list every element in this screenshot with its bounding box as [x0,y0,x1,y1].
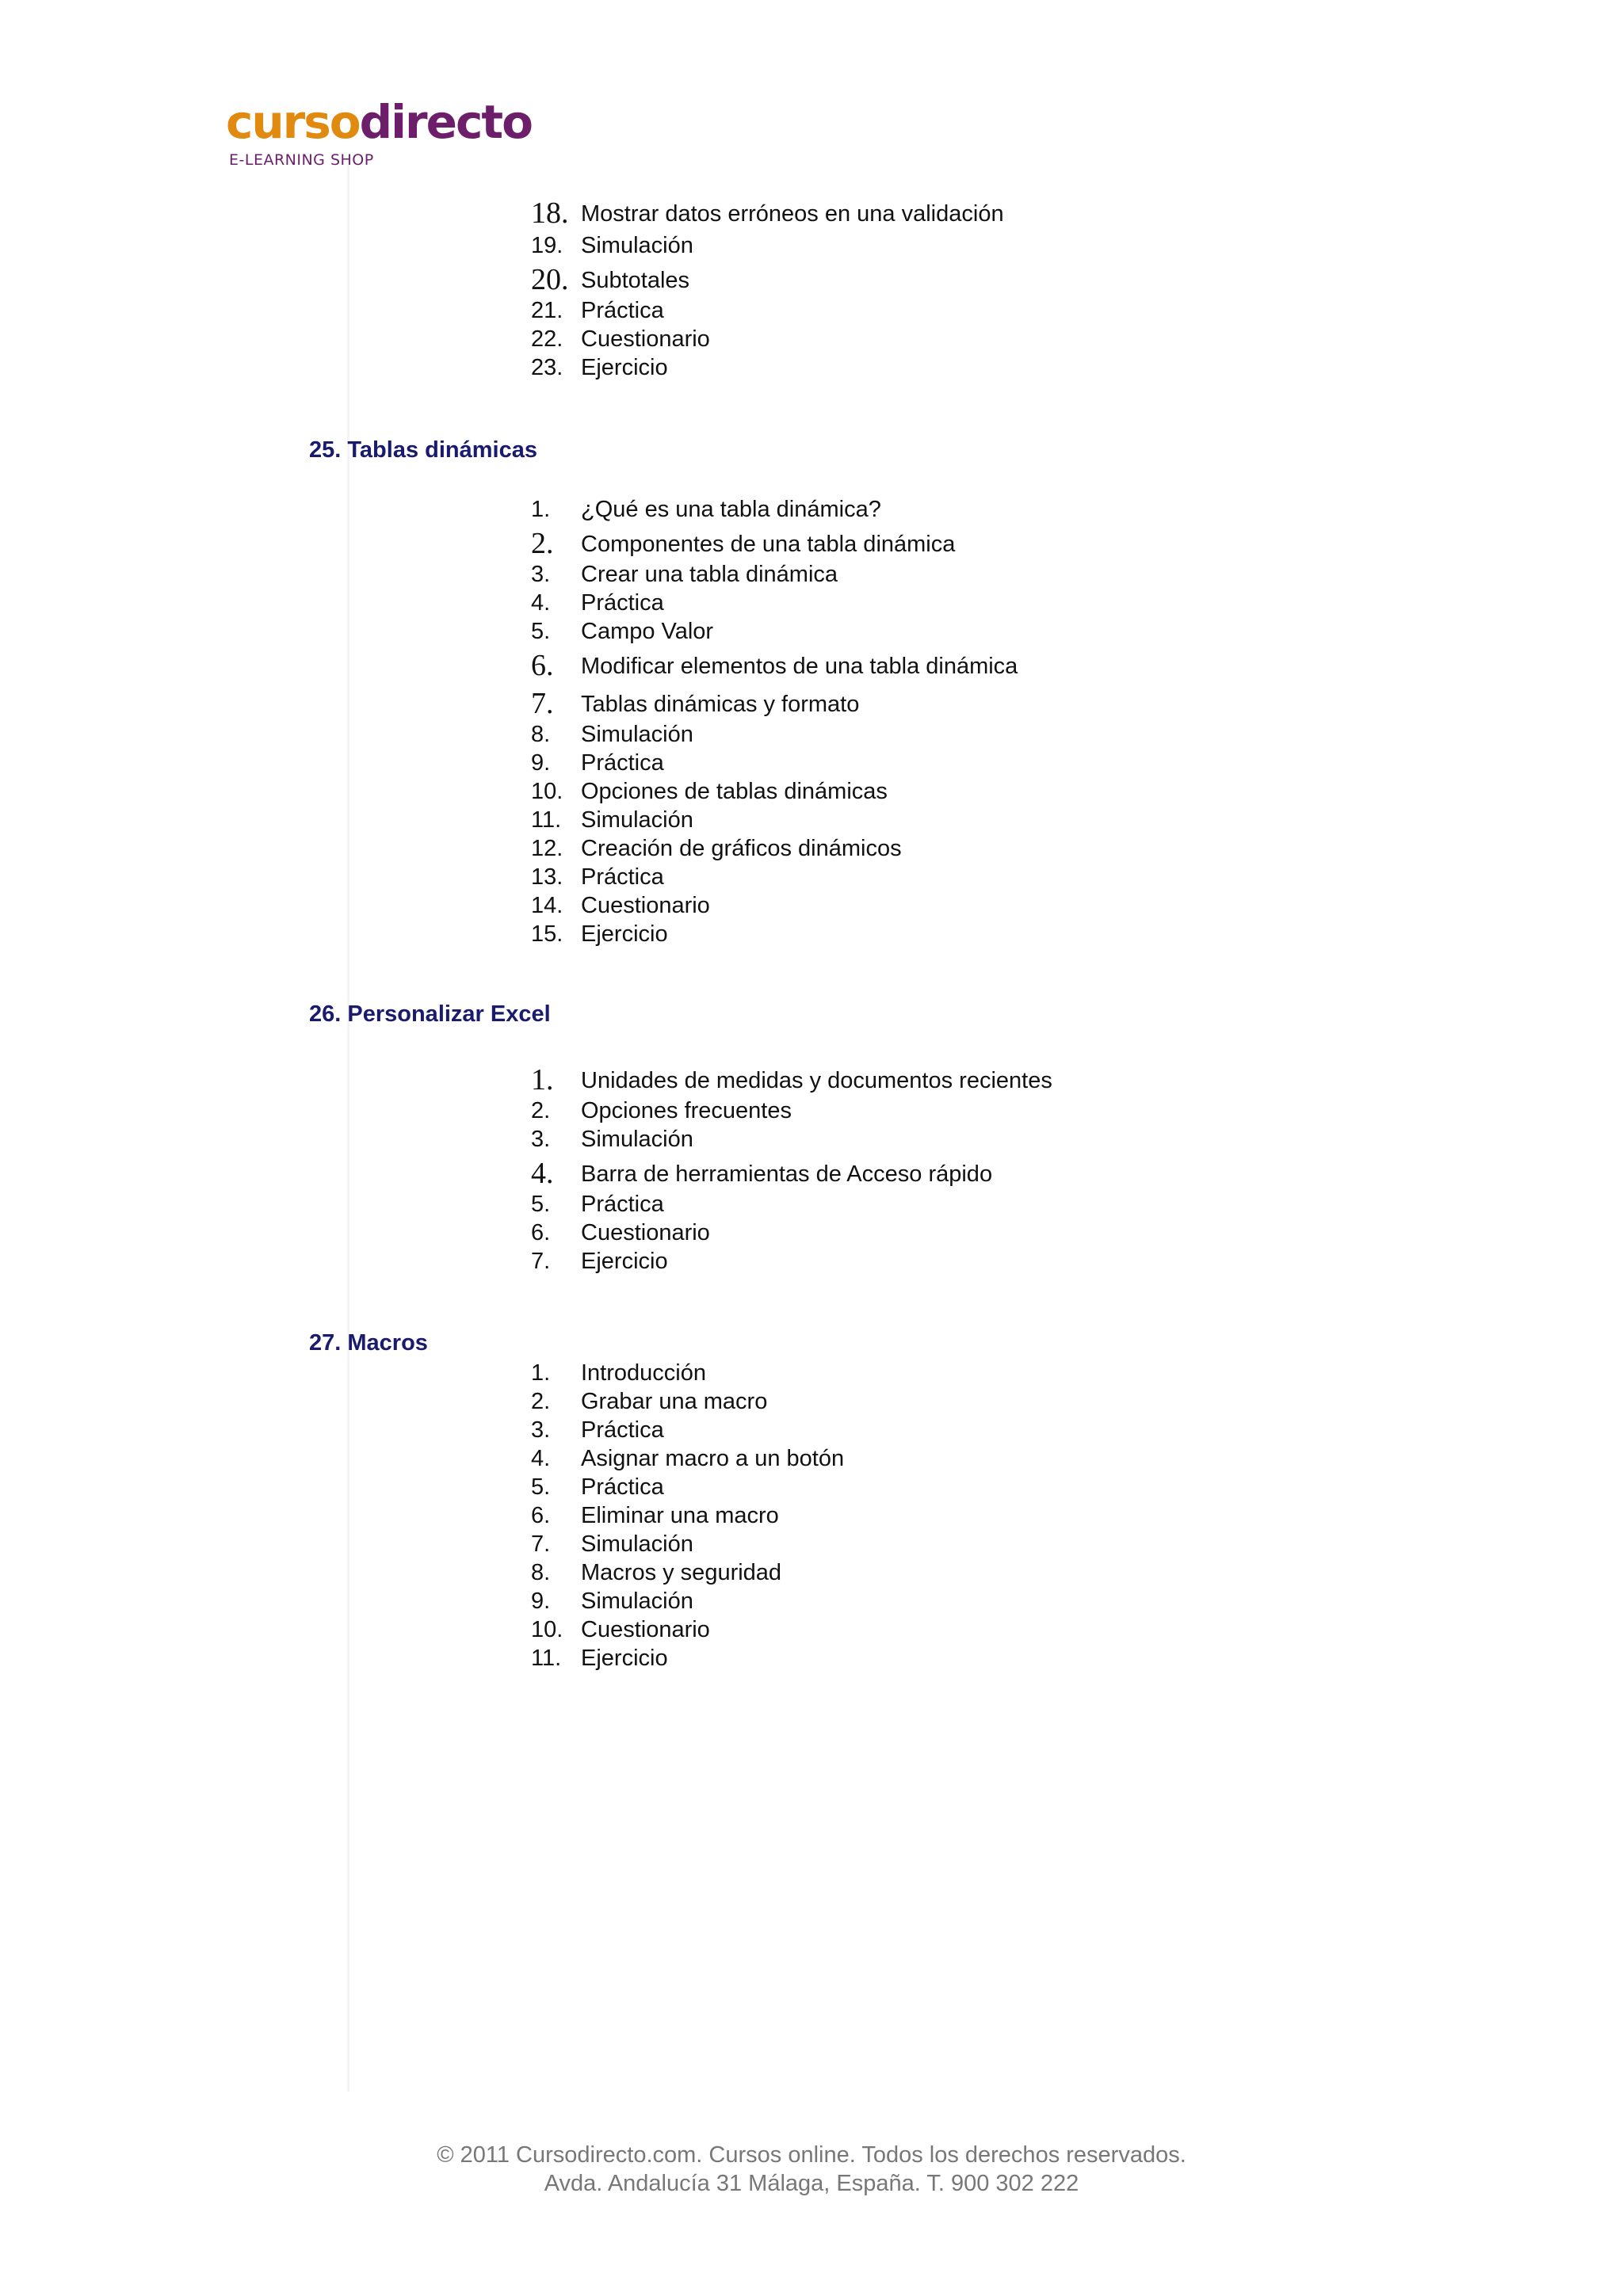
list-item [0,1063,1623,1097]
item-number: 19. [531,233,563,258]
item-text: Cuestionario [581,1617,710,1642]
item-number: 20. [531,263,569,296]
list-item [0,687,1623,720]
list-item [0,1501,1623,1530]
item-text: Opciones frecuentes [581,1098,792,1123]
list-item [0,1157,1623,1190]
item-number: 2. [531,1389,551,1414]
item-number: 21. [531,298,563,323]
item-number: 4. [531,1446,551,1471]
item-text: Práctica [581,750,664,776]
item-text: Cuestionario [581,326,710,352]
item-number: 10. [531,779,563,804]
item-number: 12. [531,836,563,861]
item-number: 10. [531,1617,563,1642]
item-number: 1. [531,1360,551,1386]
item-text: Práctica [581,1192,664,1217]
item-text: Barra de herramientas de Acceso rápido [581,1161,993,1187]
item-text: Práctica [581,590,664,616]
item-number: 1. [531,497,551,522]
list-item [0,527,1623,560]
item-text: Práctica [581,298,664,323]
item-number: 3. [531,1417,551,1443]
section-title-macros: 27. Macros [309,1330,428,1356]
item-text: Ejercicio [581,1646,668,1671]
item-text: Ejercicio [581,921,668,947]
item-text: Creación de gráficos dinámicos [581,836,902,861]
list-item [0,834,1623,863]
list-item [0,749,1623,777]
list-item [0,560,1623,589]
item-number: 8. [531,722,551,747]
list-item [0,196,1623,230]
list-item [0,325,1623,353]
item-number: 3. [531,1127,551,1152]
list-item [0,1416,1623,1444]
item-number: 7. [531,1249,551,1274]
logo-part-com: .com [533,93,683,151]
item-text: ¿Qué es una tabla dinámica? [581,497,881,522]
cursodirecto-logo [226,93,659,182]
item-text: Crear una tabla dinámica [581,562,838,587]
item-text: Opciones de tablas dinámicas [581,779,888,804]
item-number: 5. [531,619,551,644]
footer-address: Avda. Andalucía 31 Málaga, España. T. 900 302 222 [544,2171,1079,2196]
item-number: 7. [531,1531,551,1557]
item-text: Cuestionario [581,893,710,918]
list-item [0,1558,1623,1587]
list-item [0,353,1623,382]
item-number: 11. [531,807,562,833]
item-number: 15. [531,921,563,947]
logo-part-directo: directo [359,95,532,149]
list-item [0,1190,1623,1219]
item-number: 6. [531,1220,551,1245]
item-text: Componentes de una tabla dinámica [581,532,956,557]
item-text: Práctica [581,1417,664,1443]
item-text: Simulación [581,1127,693,1152]
list-item [0,806,1623,834]
logo-tagline: E-LEARNING SHOP [229,151,374,169]
list-item [0,891,1623,920]
item-number: 5. [531,1192,551,1217]
list-item [0,589,1623,617]
list-item [0,1219,1623,1247]
item-text: Cuestionario [581,1220,710,1245]
item-text: Eliminar una macro [581,1503,779,1528]
list-item [0,1359,1623,1387]
item-number: 8. [531,1560,551,1585]
list-item [0,1473,1623,1501]
list-item [0,1444,1623,1473]
list-item [0,1097,1623,1125]
item-text: Modificar elementos de una tabla dinámica [581,654,1018,679]
item-text: Tablas dinámicas y formato [581,692,860,717]
section-title-personalizar-excel: 26. Personalizar Excel [309,1001,551,1027]
section-title-tablas-dinamicas: 25. Tablas dinámicas [309,437,537,463]
item-number: 6. [531,649,554,682]
list-item [0,1587,1623,1615]
list-item [0,649,1623,682]
item-number: 23. [531,355,563,380]
item-number: 6. [531,1503,551,1528]
item-text: Ejercicio [581,1249,668,1274]
list-item [0,1387,1623,1416]
item-number: 9. [531,1589,551,1614]
item-text: Mostrar datos erróneos en una validación [581,201,1004,227]
item-number: 2. [531,1098,551,1123]
list-item [0,1615,1623,1644]
list-item [0,1530,1623,1558]
item-number: 22. [531,326,563,352]
item-number: 11. [531,1646,562,1671]
list-item [0,1644,1623,1672]
item-number: 9. [531,750,551,776]
item-number: 18. [531,196,569,230]
list-item [0,720,1623,749]
item-text: Introducción [581,1360,706,1386]
list-item [0,777,1623,806]
logo-wordmark [226,93,683,151]
item-number: 5. [531,1474,551,1500]
item-text: Práctica [581,1474,664,1500]
list-item [0,863,1623,891]
list-item [0,263,1623,296]
list-item [0,617,1623,646]
item-text: Campo Valor [581,619,714,644]
item-text: Simulación [581,722,693,747]
item-text: Simulación [581,807,693,833]
item-number: 7. [531,687,554,720]
item-text: Subtotales [581,268,690,293]
item-text: Simulación [581,1531,693,1557]
item-number: 1. [531,1063,554,1097]
list-item [0,495,1623,524]
item-text: Grabar una macro [581,1389,768,1414]
logo-part-curso: curso [226,95,360,149]
item-text: Simulación [581,1589,693,1614]
footer-copyright: © 2011 Cursodirecto.com. Cursos online. Todos los derechos reservados. [437,2142,1186,2168]
item-text: Unidades de medidas y documentos recientes [581,1068,1052,1093]
list-item [0,1247,1623,1276]
item-number: 3. [531,562,551,587]
item-number: 4. [531,590,551,616]
list-item [0,1125,1623,1154]
item-number: 14. [531,893,563,918]
list-item [0,296,1623,325]
item-number: 4. [531,1157,554,1190]
item-text: Asignar macro a un botón [581,1446,845,1471]
item-number: 2. [531,527,554,560]
item-text: Ejercicio [581,355,668,380]
item-text: Simulación [581,233,693,258]
item-number: 13. [531,864,563,890]
list-item [0,231,1623,260]
item-text: Práctica [581,864,664,890]
list-item [0,920,1623,948]
item-text: Macros y seguridad [581,1560,782,1585]
